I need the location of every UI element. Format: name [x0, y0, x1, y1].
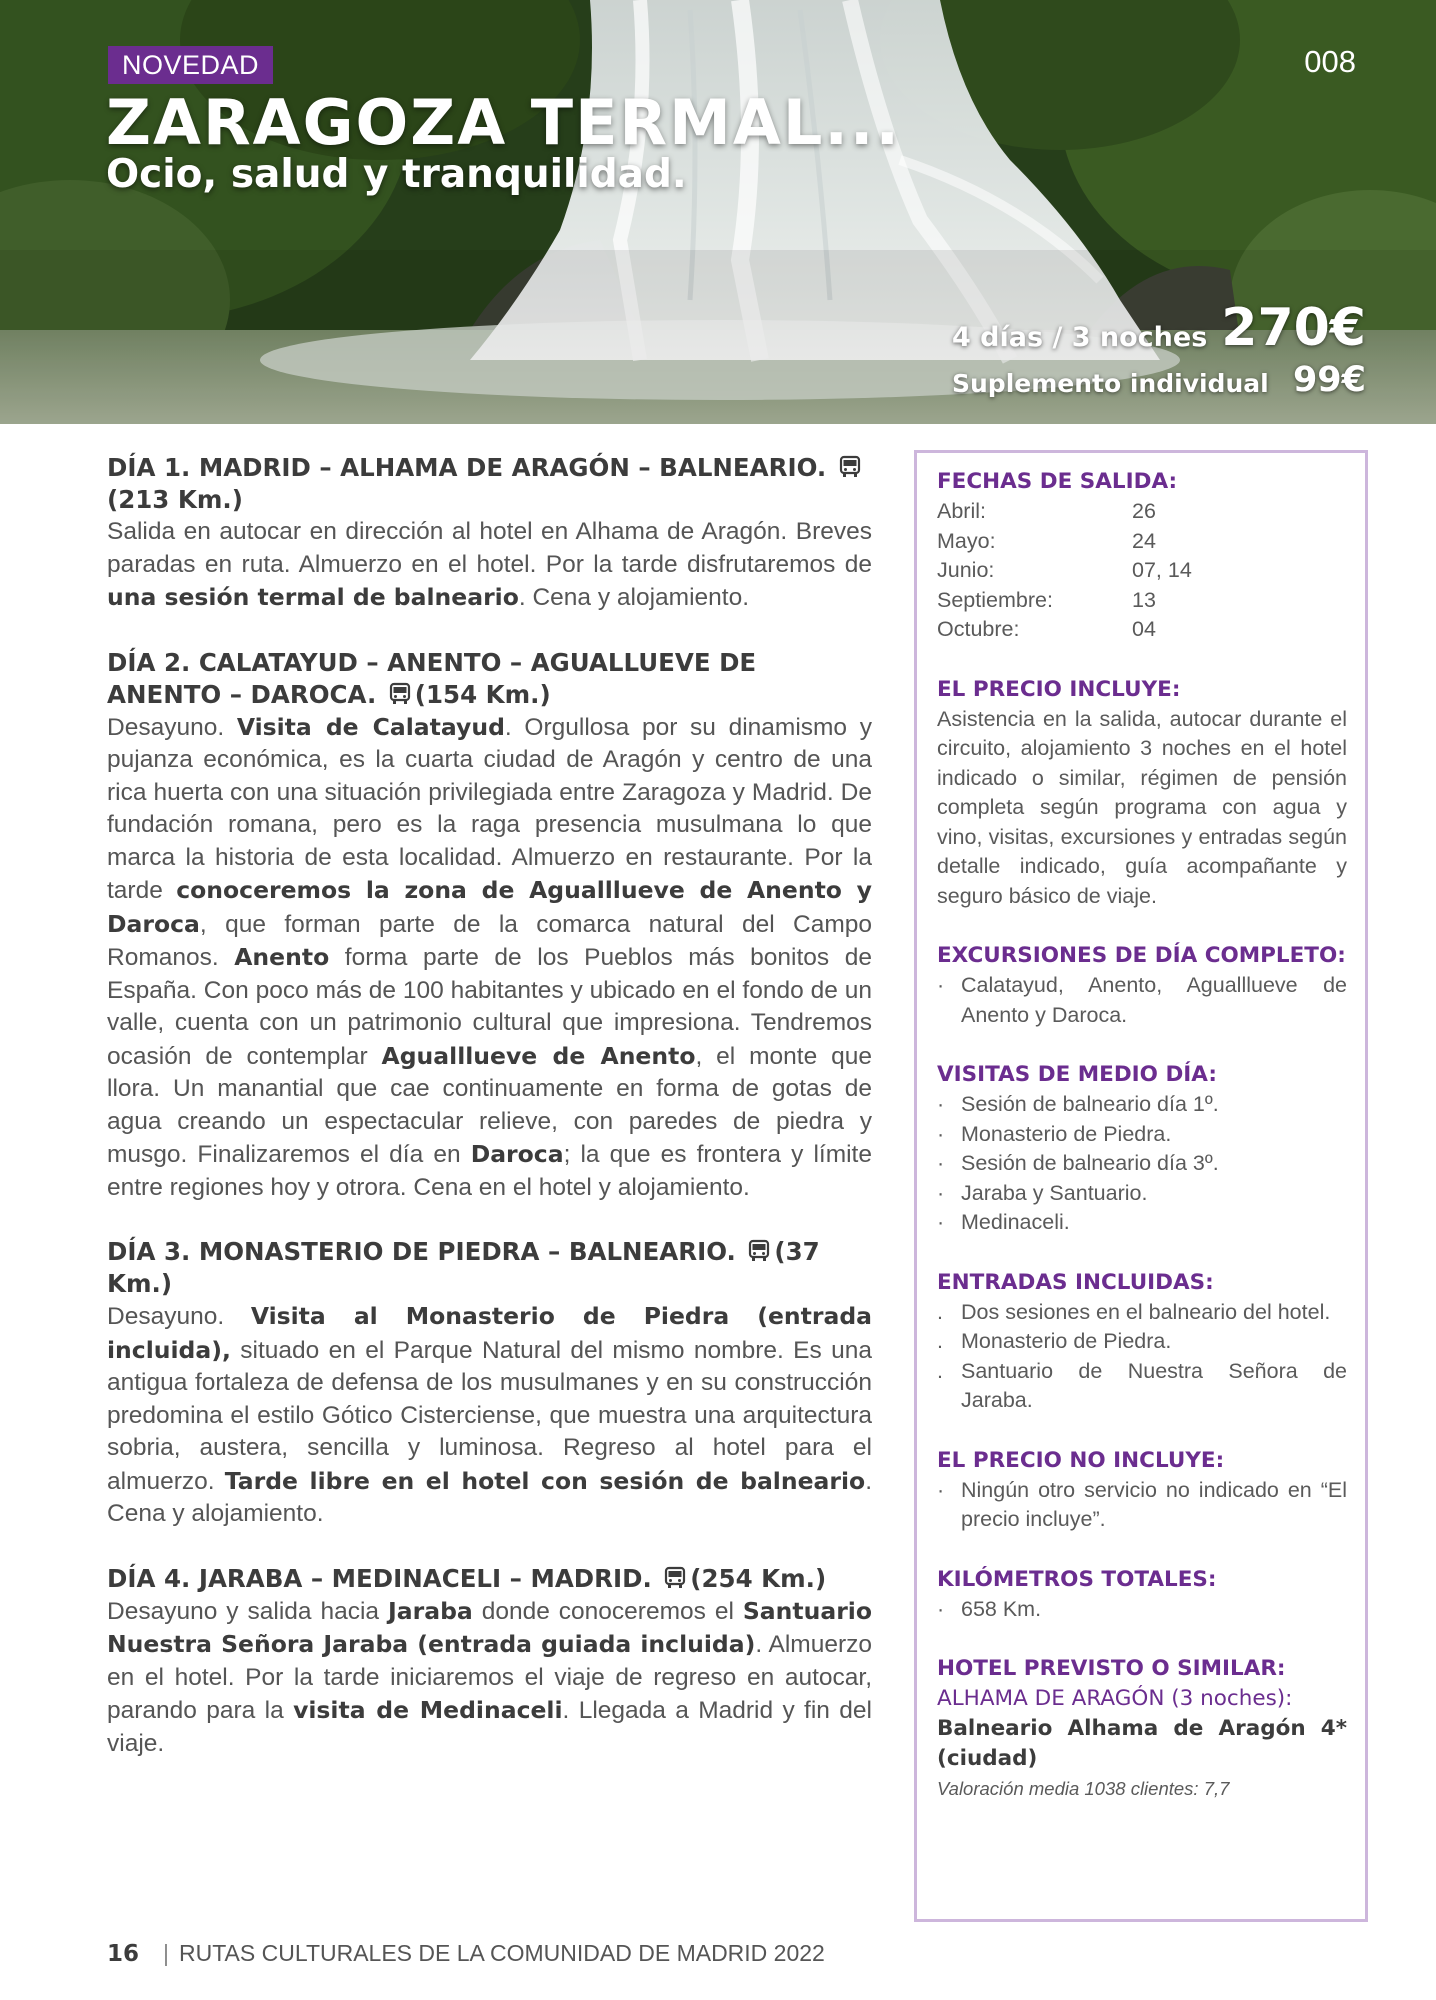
day-block	[107, 647, 872, 1205]
hotel-rating: Valoración media 1038 clientes: 7,7	[937, 1778, 1230, 1799]
date-days: 24	[1132, 528, 1156, 553]
hotel-location: ALHAMA DE ARAGÓN (3 noches):	[937, 1686, 1293, 1711]
novedad-badge: NOVEDAD	[108, 46, 273, 84]
date-month: Octubre:	[937, 617, 1020, 641]
bus-icon	[747, 1239, 771, 1263]
date-month: Abril:	[937, 499, 986, 523]
date-row	[937, 527, 1347, 557]
day-distance: (254 Km.)	[690, 1563, 827, 1593]
list-item-text: Sesión de balneario día 3º.	[961, 1151, 1219, 1175]
highlight-text: Santuario Nuestra Señora Jaraba (entrada guiada incluida)	[107, 1596, 872, 1658]
section-visitas	[937, 1060, 1347, 1238]
bullet-mark: .	[937, 1358, 943, 1383]
section-no-incluye	[937, 1446, 1347, 1535]
bullet-mark: ·	[937, 1092, 945, 1116]
page-subtitle: Ocio, salud y tranquilidad.	[106, 152, 687, 197]
day-distance: (37 Km.)	[107, 1237, 820, 1298]
duration-label: 4 días / 3 noches	[952, 322, 1208, 353]
day-description: Desayuno. Visita de Calatayud. Orgullosa por su dinamismo y pujanza económica, es la cuarta ciudad de Aragón y centro de una rica huerta con una situación privilegiada entre Zaragoza y Madrid. De fundación romana, pero es la raga presencia musulmana lo que marca la historia de esta localidad. Almuerzo en restaurante. Por la tarde conoceremos la zona de Agualllueve de Anento y Daroca, que forman parte de la comarca natural del Campo Romanos. Anento forma parte de los Pueblos más bonitos de España. Con poco más de 100 habitantes y ubicado en el fondo de un valle, cuenta con un patrimonio cultural que impresiona. Tendremos ocasión de contemplar Agualllueve de Anento, el monte que llora. Un manantial que cae continuamente en forma de gotas de agua creando un espectacular relieve, con paredes de piedra y musgo. Finalizaremos el día en Daroca; la que es frontera y límite entre regiones hoy y otrora. Cena en el hotel y alojamiento.	[107, 712, 872, 1201]
day-route: DÍA 1. MADRID – ALHAMA DE ARAGÓN – BALNEARIO.	[107, 453, 835, 482]
list-item	[937, 1327, 1347, 1357]
list-item	[937, 1298, 1347, 1328]
section-incluye	[937, 675, 1347, 912]
itinerary	[107, 452, 872, 1792]
day-title	[107, 1236, 872, 1300]
bullet-mark: ·	[937, 1596, 945, 1621]
bullet-mark: .	[937, 1299, 943, 1324]
highlight-text: conoceremos la zona de Agualllueve de Anento y Daroca	[107, 876, 872, 938]
bus-icon	[663, 1566, 687, 1590]
bullet-list	[937, 971, 1347, 1030]
day-distance: (213 Km.)	[107, 485, 243, 514]
bullet-mark: ·	[937, 1180, 945, 1205]
list-item	[937, 971, 1347, 1030]
date-month: Septiembre:	[937, 587, 1053, 612]
footer-separator: |	[163, 1940, 169, 1966]
list-item-text: Medinaceli.	[961, 1210, 1070, 1234]
bus-icon	[838, 455, 862, 479]
page-number: 16	[107, 1941, 140, 1967]
day-distance: (154 Km.)	[414, 679, 551, 709]
section-title: KILÓMETROS TOTALES:	[937, 1566, 1217, 1592]
page-title: ZARAGOZA TERMAL...	[106, 86, 902, 159]
list-item-text: Sesión de balneario día 1º.	[961, 1092, 1219, 1116]
day-route: DÍA 3. MONASTERIO DE PIEDRA – BALNEARIO.	[107, 1237, 745, 1266]
section-entradas	[937, 1268, 1347, 1416]
highlight-text: Visita de Calatayud	[236, 712, 505, 741]
section-title: HOTEL PREVISTO O SIMILAR:	[937, 1656, 1286, 1681]
list-item-text: Jaraba y Santuario.	[961, 1180, 1148, 1205]
publication-title: RUTAS CULTURALES DE LA COMUNIDAD DE MADRID 2022	[179, 1940, 825, 1966]
supplement-price: 99€	[1292, 360, 1366, 400]
section-title: ENTRADAS INCLUIDAS:	[937, 1269, 1214, 1295]
info-box	[914, 450, 1368, 1922]
section-title: EXCURSIONES DE DÍA COMPLETO:	[937, 943, 1346, 968]
list-item	[937, 1090, 1347, 1120]
bullet-list	[937, 1595, 1347, 1625]
date-days: 13	[1132, 587, 1156, 612]
highlight-text: una sesión termal de balneario	[107, 583, 519, 611]
day-title	[107, 647, 872, 711]
day-description: Desayuno y salida hacia Jaraba donde conoceremos el Santuario Nuestra Señora Jaraba (entrada guiada incluida). Almuerzo en el hotel. Por la tarde iniciaremos el viaje de regreso en autocar, parando para la visita de Medinaceli. Llegada a Madrid y fin del viaje.	[107, 1596, 872, 1757]
list-item	[937, 1595, 1347, 1625]
bullet-list	[937, 1298, 1347, 1416]
date-month: Junio:	[937, 558, 995, 582]
supplement-label: Suplemento individual	[952, 369, 1269, 398]
section-text: Asistencia en la salida, autocar durante el circuito, alojamiento 3 noches en el hotel indicado o similar, régimen de pensión completa según programa con agua y vino, visitas, excursiones y entradas según detalle indicado, guía acompañante y seguro básico de viaje.	[937, 706, 1347, 908]
section-km	[937, 1565, 1347, 1625]
bullet-mark: ·	[937, 1151, 945, 1175]
day-block	[107, 1236, 872, 1531]
day-block	[107, 452, 872, 615]
list-item-text: Monasterio de Piedra.	[961, 1121, 1172, 1146]
hero-banner	[0, 0, 1436, 424]
date-days: 07, 14	[1132, 558, 1192, 582]
day-description: Desayuno. Visita al Monasterio de Piedra (entrada incluida), situado en el Parque Natural del mismo nombre. Es una antigua fortaleza de defensa de los musulmanes y en su construcción predomina el estilo Gótico Cisterciense, que muestra una arquitectura sobria, austera, sencilla y luminosa. Regreso al hotel para el almuerzo. Tarde libre en el hotel con sesión de balneario. Cena y alojamiento.	[107, 1302, 873, 1527]
day-route: DÍA 2. CALATAYUD – ANENTO – AGUALLUEVE DE ANENTO – DAROCA.	[107, 647, 757, 709]
day-description: Salida en autocar en dirección al hotel en Alhama de Aragón. Breves paradas en ruta. Almuerzo en el hotel. Por la tarde disfrutaremos de una sesión termal de balneario. Cena y alojamiento.	[107, 518, 872, 611]
day-title	[107, 1563, 872, 1595]
bullet-list	[937, 1476, 1347, 1535]
bullet-mark: ·	[937, 1210, 945, 1234]
day-block	[107, 1563, 872, 1761]
day-title	[107, 452, 872, 516]
trip-code: 008	[1304, 44, 1356, 79]
day-route: DÍA 4. JARABA – MEDINACELI – MADRID.	[107, 1563, 661, 1593]
bullet-mark: .	[937, 1329, 943, 1353]
list-item	[937, 1120, 1347, 1150]
hotel-name: Balneario Alhama de Aragón 4* (ciudad)	[937, 1716, 1347, 1771]
list-item-text: 658 Km.	[961, 1596, 1042, 1621]
section-title: EL PRECIO INCLUYE:	[937, 676, 1181, 702]
highlight-text: visita de Medinaceli	[293, 1696, 563, 1724]
section-title: FECHAS DE SALIDA:	[937, 469, 1178, 494]
list-item-text: Santuario de Nuestra Señora de Jaraba.	[961, 1358, 1347, 1412]
date-row	[937, 586, 1347, 616]
list-item-text: Dos sesiones en el balneario del hotel.	[961, 1299, 1331, 1324]
list-item	[937, 1357, 1347, 1416]
bullet-mark: ·	[937, 1477, 945, 1502]
date-days: 26	[1132, 499, 1156, 523]
section-title: VISITAS DE MEDIO DÍA:	[937, 1062, 1217, 1087]
date-row	[937, 615, 1347, 645]
section-excursiones	[937, 941, 1347, 1030]
highlight-text: Visita al Monasterio de Piedra (entrada incluida),	[107, 1302, 873, 1364]
date-row	[937, 556, 1347, 586]
page-footer	[107, 1940, 825, 1967]
list-item-text: Monasterio de Piedra.	[961, 1329, 1172, 1353]
list-item	[937, 1149, 1347, 1179]
section-title: EL PRECIO NO INCLUYE:	[937, 1447, 1225, 1473]
list-item	[937, 1476, 1347, 1535]
bus-icon	[388, 682, 412, 706]
highlight-text: Daroca	[470, 1140, 564, 1168]
highlight-text: Anento	[234, 943, 330, 971]
highlight-text: Jaraba	[388, 1596, 473, 1625]
dates-table	[937, 497, 1347, 645]
list-item	[937, 1179, 1347, 1209]
bullet-mark: ·	[937, 973, 945, 997]
section-fechas	[937, 467, 1347, 645]
price: 270€	[1221, 298, 1366, 358]
bullet-mark: ·	[937, 1121, 945, 1146]
section-hotel	[937, 1654, 1347, 1804]
highlight-text: Tarde libre en el hotel con sesión de balneario	[224, 1466, 866, 1495]
date-row	[937, 497, 1347, 527]
date-days: 04	[1132, 617, 1156, 641]
highlight-text: Agualllueve de Anento	[381, 1041, 696, 1070]
list-item-text: Ningún otro servicio no indicado en “El precio incluye”.	[961, 1477, 1347, 1531]
bullet-list	[937, 1090, 1347, 1238]
list-item	[937, 1208, 1347, 1238]
date-month: Mayo:	[937, 528, 996, 553]
list-item-text: Calatayud, Anento, Agualllueve de Anento y Daroca.	[961, 973, 1347, 1027]
